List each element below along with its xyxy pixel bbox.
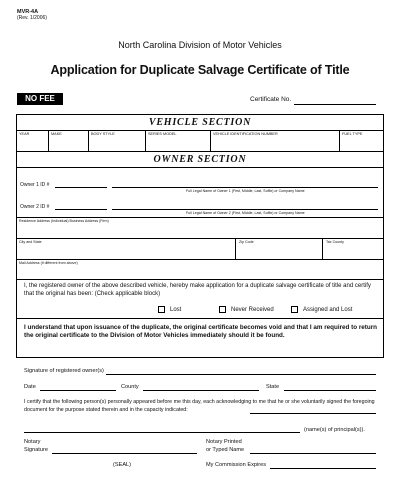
divider bbox=[16, 130, 384, 131]
residence-address-label: Residence Address (Individual) Business Address (Firm) bbox=[19, 218, 109, 223]
make-field[interactable] bbox=[49, 137, 88, 150]
state-label: State bbox=[266, 384, 280, 390]
owner-signature-field[interactable] bbox=[106, 374, 376, 375]
principals-label: (name(s) of principal(s)). bbox=[304, 427, 365, 433]
date-label: Date bbox=[24, 384, 36, 390]
vehicle-section-title: VEHICLE SECTION bbox=[148, 117, 252, 128]
void-notice: I understand that upon issuance of the duplicate, the original certificate becomes void and that I am required to return the original certificate to the Division of Motor Vehicles immediately should it be found. bbox=[24, 324, 378, 340]
mail-address-label: Mail Address (if different from above) bbox=[19, 260, 78, 265]
owner2-name-caption: Full Legal Name of Owner 2 (First, Middle, Last, Suffix) or Company Name bbox=[186, 211, 305, 215]
owner-section-title: OWNER SECTION bbox=[153, 154, 247, 165]
mail-address-field[interactable] bbox=[17, 266, 383, 278]
principals-name-field-1[interactable] bbox=[250, 413, 376, 414]
never-received-checkbox[interactable] bbox=[219, 306, 226, 313]
owner1-id-field[interactable] bbox=[55, 187, 107, 188]
col-make: MAKE bbox=[51, 132, 62, 136]
owner1-id-label: Owner 1 ID # bbox=[20, 182, 50, 188]
agency-name: North Carolina Division of Motor Vehicles bbox=[118, 40, 282, 50]
notary-printed-name-field[interactable] bbox=[250, 453, 376, 454]
certificate-no-label: Certificate No. bbox=[250, 96, 292, 103]
lost-label: Lost bbox=[170, 306, 182, 313]
certificate-no-field[interactable] bbox=[294, 104, 376, 105]
city-state-field[interactable] bbox=[17, 245, 234, 258]
form-number: MVR-4A bbox=[17, 9, 39, 15]
city-state-label: City and State bbox=[19, 239, 42, 244]
commission-expires-field[interactable] bbox=[270, 468, 376, 469]
assigned-and-lost-checkbox[interactable] bbox=[291, 306, 298, 313]
year-field[interactable] bbox=[17, 137, 48, 150]
notary-signature-field[interactable] bbox=[52, 453, 197, 454]
zip-code-label: Zip Code bbox=[239, 239, 254, 244]
seal-label: (SEAL) bbox=[113, 462, 132, 468]
assigned-and-lost-label: Assigned and Lost bbox=[303, 306, 353, 313]
divider bbox=[16, 279, 384, 280]
county-label: County bbox=[121, 384, 139, 390]
notary-typed-label: or Typed Name bbox=[206, 447, 245, 453]
col-fuel-type: FUEL TYPE bbox=[342, 132, 363, 136]
residence-address-field[interactable] bbox=[17, 224, 383, 237]
col-body-style: BODY STYLE bbox=[91, 132, 115, 136]
notary-certify-text: I certify that the following person(s) personally appeared before me this day, each acknowledging to me that he or she voluntarily signed the foregoing document for the purpose stated therein and in the capacity indicated: bbox=[24, 399, 375, 413]
owner1-name-caption: Full Legal Name of Owner 1 (First, Middle, Last, Suffix) or Company Name bbox=[186, 189, 305, 193]
col-series-model: SERIES MODEL bbox=[148, 132, 177, 136]
col-year: YEAR bbox=[19, 132, 30, 136]
owner2-name-field[interactable] bbox=[112, 209, 378, 210]
owner2-id-label: Owner 2 ID # bbox=[20, 204, 50, 210]
lost-checkbox[interactable] bbox=[158, 306, 165, 313]
divider bbox=[16, 318, 384, 319]
tax-county-field[interactable] bbox=[323, 245, 383, 258]
divider bbox=[16, 167, 384, 168]
form-revision: (Rev. 1/2006) bbox=[17, 15, 47, 21]
county-field[interactable] bbox=[143, 390, 259, 391]
vin-field[interactable] bbox=[211, 137, 339, 150]
notary-printed-label: Notary Printed bbox=[206, 439, 242, 445]
state-field[interactable] bbox=[284, 390, 376, 391]
series-model-field[interactable] bbox=[146, 137, 210, 150]
form-title: Application for Duplicate Salvage Certificate of Title bbox=[50, 63, 350, 77]
divider bbox=[16, 151, 384, 152]
body-style-field[interactable] bbox=[89, 137, 145, 150]
notary-signature-label: Signature bbox=[24, 447, 48, 453]
fuel-type-field[interactable] bbox=[340, 137, 383, 150]
never-received-label: Never Received bbox=[231, 306, 274, 313]
notary-label: Notary bbox=[24, 439, 41, 445]
no-fee-badge: NO FEE bbox=[17, 93, 63, 105]
owner2-id-field[interactable] bbox=[55, 209, 107, 210]
zip-code-field[interactable] bbox=[236, 245, 321, 258]
owner-signature-label: Signature of registered owner(s) bbox=[24, 368, 104, 374]
tax-county-label: Tax County bbox=[326, 239, 344, 244]
principals-name-field-2[interactable] bbox=[24, 432, 300, 433]
owner1-name-field[interactable] bbox=[112, 187, 378, 188]
col-vin: VEHICLE IDENTIFICATION NUMBER bbox=[213, 132, 278, 136]
certification-text: I, the registered owner of the above described vehicle, hereby make application for a duplicate salvage certificate of title and certify that the original has been: (Check applicable block) bbox=[24, 283, 371, 297]
date-field[interactable] bbox=[40, 390, 116, 391]
commission-expires-label: My Commission Expires bbox=[206, 462, 266, 468]
